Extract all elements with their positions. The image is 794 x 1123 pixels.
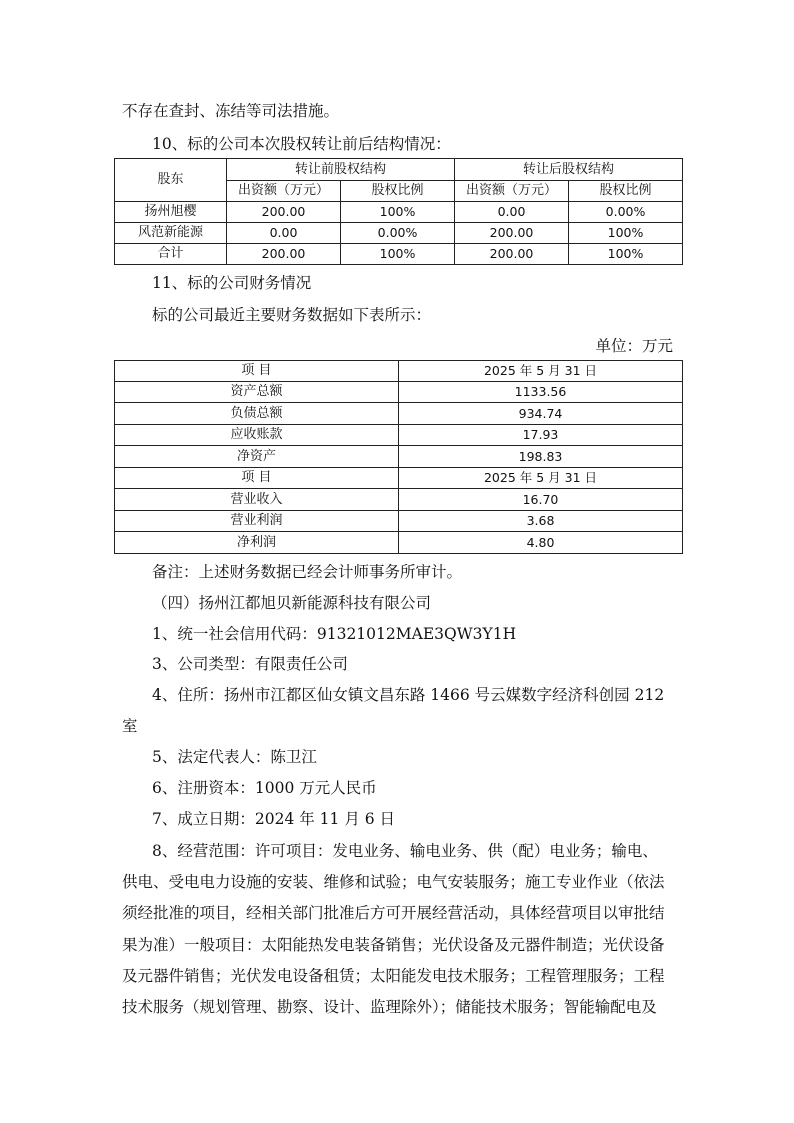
table-row (115, 425, 683, 446)
date-header: 2025 年 5 月 31 日 (399, 361, 683, 382)
after-ratio-label: 股权比例 (569, 181, 683, 202)
item-name: 净资产 (115, 446, 399, 468)
before-ratio: 0.00% (341, 223, 455, 244)
address-line-1: 4、住所：扬州市江都区仙女镇文昌东路 1466 号云媒数字经济科创园 212 (152, 686, 665, 704)
after-ratio: 100% (569, 244, 683, 265)
before-capital: 200.00 (227, 202, 341, 223)
section-11-description: 标的公司最近主要财务数据如下表所示： (152, 306, 432, 324)
before-ratio: 100% (341, 202, 455, 223)
section-4-title: （四）扬州江都旭贝新能源科技有限公司 (152, 594, 432, 612)
business-scope-line: 供电、受电电力设施的安装、维修和试验；电气安装服务；施工专业作业（依法 (122, 873, 665, 891)
item-value: 17.93 (399, 425, 683, 446)
company-type: 3、公司类型：有限责任公司 (152, 655, 348, 673)
after-capital-label: 出资额（万元） (455, 181, 569, 202)
after-ratio: 100% (569, 223, 683, 244)
after-capital: 200.00 (455, 223, 569, 244)
table-row (115, 382, 683, 403)
table-row (115, 489, 683, 511)
item-value: 3.68 (399, 511, 683, 532)
item-value: 1133.56 (399, 382, 683, 403)
establishment-date: 7、成立日期：2024 年 11 月 6 日 (152, 810, 396, 828)
item-header: 项 目 (115, 468, 399, 489)
before-ratio: 100% (341, 244, 455, 265)
item-header: 项 目 (115, 361, 399, 382)
business-scope-line: 技术服务（规划管理、勘察、设计、监理除外）；储能技术服务；智能输配电及 (122, 998, 657, 1016)
financial-data-table (114, 360, 683, 554)
business-scope-line: 8、经营范围：许可项目：发电业务、输电业务、供（配）电业务；输电、 (152, 842, 658, 860)
after-ratio: 0.00% (569, 202, 683, 223)
audit-note: 备注：上述财务数据已经会计师事务所审计。 (152, 563, 463, 581)
table-row (115, 244, 683, 265)
item-value: 16.70 (399, 489, 683, 511)
shareholder-name: 风范新能源 (115, 223, 227, 244)
table-row (115, 403, 683, 425)
item-name: 营业收入 (115, 489, 399, 511)
item-name: 资产总额 (115, 382, 399, 403)
business-scope-line: 果为准）一般项目：太阳能热发电装备销售；光伏设备及元器件制造；光伏设备 (122, 936, 665, 954)
item-name: 应收账款 (115, 425, 399, 446)
shareholder-name: 合计 (115, 244, 227, 265)
after-header: 转让后股权结构 (455, 159, 683, 181)
item-value: 4.80 (399, 532, 683, 554)
credit-code: 1、统一社会信用代码：91321012MAE3QW3Y1H (152, 625, 517, 643)
business-scope-line: 及元器件销售；光伏发电设备租赁；太阳能发电技术服务；工程管理服务；工程 (122, 967, 665, 985)
legal-representative: 5、法定代表人：陈卫江 (152, 748, 317, 766)
after-capital: 0.00 (455, 202, 569, 223)
after-capital: 200.00 (455, 244, 569, 265)
item-value: 198.83 (399, 446, 683, 468)
table-row (115, 223, 683, 244)
paragraph-continuation: 不存在查封、冻结等司法措施。 (122, 102, 340, 120)
table-row (115, 361, 683, 382)
before-capital-label: 出资额（万元） (227, 181, 341, 202)
item-name: 营业利润 (115, 511, 399, 532)
item-name: 净利润 (115, 532, 399, 554)
section-11-title: 11、标的公司财务情况 (152, 274, 312, 292)
unit-label: 单位：万元 (595, 337, 673, 355)
before-header: 转让前股权结构 (227, 159, 455, 181)
section-10-title: 10、标的公司本次股权转让前后结构情况： (152, 135, 451, 153)
shareholder-header: 股东 (115, 159, 227, 202)
table-row (115, 532, 683, 554)
equity-structure-table (114, 158, 683, 265)
registered-capital: 6、注册资本：1000 万元人民币 (152, 779, 377, 797)
table-row (115, 446, 683, 468)
table-row (115, 202, 683, 223)
date-header: 2025 年 5 月 31 日 (399, 468, 683, 489)
before-capital: 200.00 (227, 244, 341, 265)
before-ratio-label: 股权比例 (341, 181, 455, 202)
item-name: 负债总额 (115, 403, 399, 425)
business-scope-line: 须经批准的项目，经相关部门批准后方可开展经营活动，具体经营项目以审批结 (122, 904, 665, 922)
before-capital: 0.00 (227, 223, 341, 244)
table-row (115, 468, 683, 489)
address-line-2: 室 (122, 717, 138, 735)
shareholder-name: 扬州旭樱 (115, 202, 227, 223)
item-value: 934.74 (399, 403, 683, 425)
table-row (115, 511, 683, 532)
